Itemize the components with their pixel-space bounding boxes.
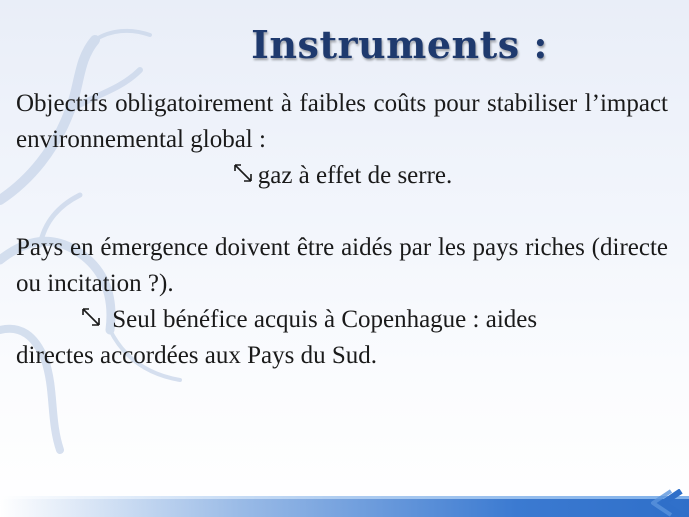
spacer <box>16 194 668 230</box>
arrow-icon <box>232 163 256 185</box>
slide-title: Instruments : <box>251 22 548 67</box>
point-copenhagen-line1 <box>16 302 668 338</box>
chevron-left-icon[interactable] <box>641 489 689 517</box>
point-copenhagen-text: Seul bénéfice acquis à Copenhague : aides <box>106 306 538 333</box>
paragraph-objectives: Objectifs obligatoirement à faibles coûts pour stabiliser l’impact environnemental global : <box>16 90 668 153</box>
arrow-icon <box>80 307 104 329</box>
point-greenhouse-gas-text: gaz à effet de serre. <box>257 162 453 189</box>
point-copenhagen-line2: directes accordées aux Pays du Sud. <box>16 342 377 369</box>
slide-body <box>16 86 668 374</box>
footer-accent-bar <box>0 499 689 517</box>
paragraph-emerging-countries: Pays en émergence doivent être aidés par les pays riches (directe ou incitation ?). <box>16 234 668 297</box>
point-greenhouse-gas <box>16 158 668 194</box>
